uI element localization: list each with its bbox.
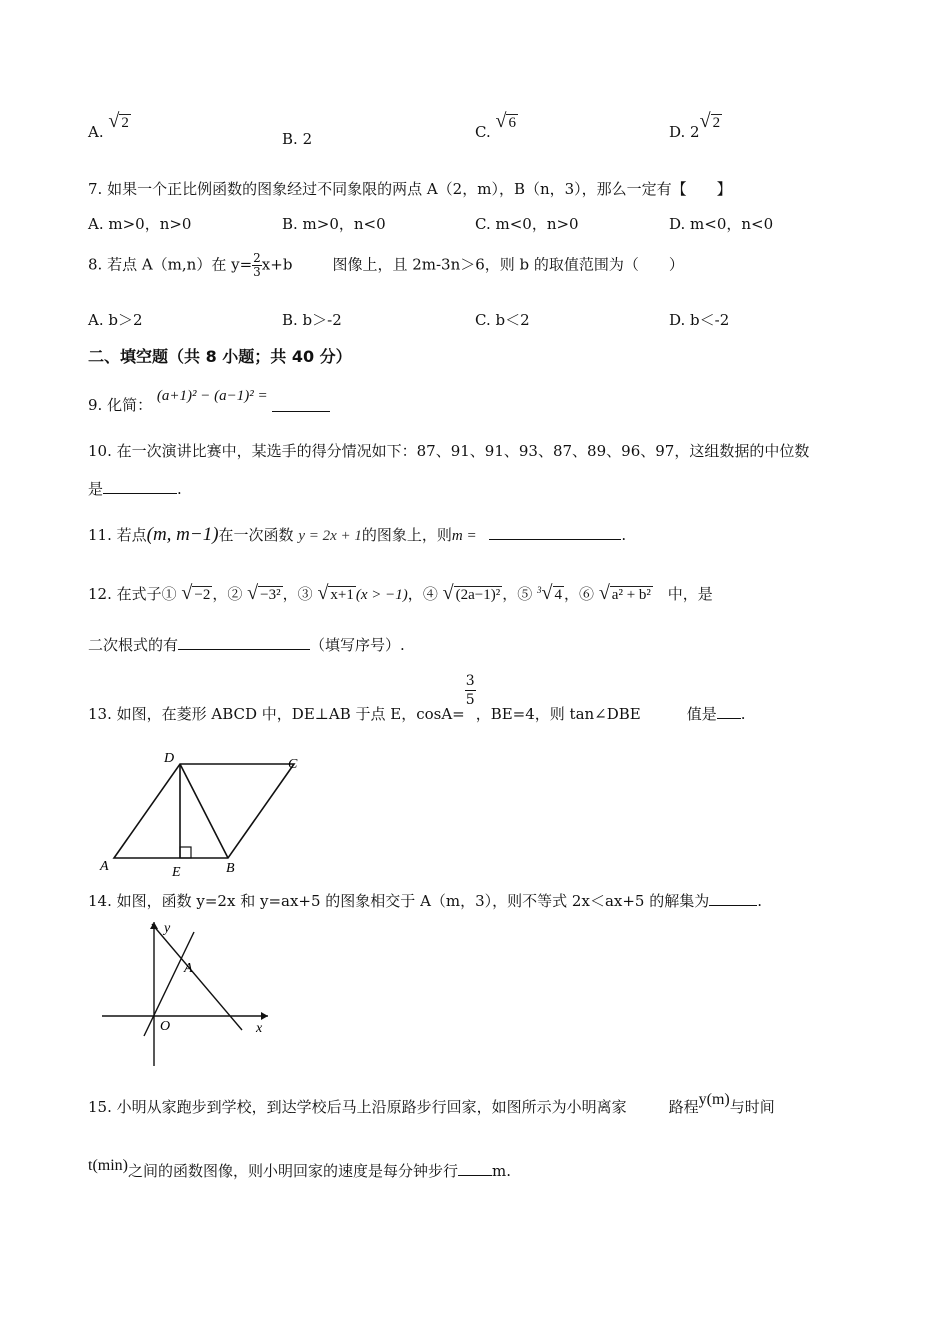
item-mark: ⑥ bbox=[579, 585, 595, 603]
q8-suffix: 图像上，且 2m-3n＞6，则 b 的取值范围为（ ） bbox=[332, 255, 684, 274]
option-value: 2 bbox=[302, 130, 313, 148]
q10-suffix: . bbox=[177, 480, 182, 498]
numerator: 3 bbox=[465, 673, 475, 689]
q15-line2-text: 之间的函数图像，则小明回家的速度是每分钟步行 bbox=[128, 1162, 459, 1180]
denominator: 5 bbox=[465, 692, 475, 708]
radicand: 2 bbox=[712, 115, 721, 131]
item-mark: ④ bbox=[422, 585, 438, 603]
q14-stem bbox=[88, 890, 762, 911]
t-unit: t(min) bbox=[88, 1157, 128, 1174]
q6-option-b bbox=[282, 130, 312, 148]
q11-mid2: 的图象上，则 bbox=[361, 526, 452, 544]
q11-suffix: . bbox=[621, 526, 627, 544]
q11-prefix: 11. 若点 bbox=[88, 526, 147, 544]
q9-stem bbox=[88, 384, 330, 414]
label-origin: O bbox=[160, 1019, 171, 1034]
label-x: x bbox=[256, 1021, 263, 1036]
numerator: 2 bbox=[253, 251, 261, 265]
item-mark: ③ bbox=[297, 585, 313, 603]
q15-line2 bbox=[88, 1157, 512, 1181]
q8-prefix: 8. 若点 A（m,n）在 y= bbox=[88, 255, 253, 274]
q12-line2-prefix: 二次根式的有 bbox=[88, 636, 179, 654]
fraction bbox=[465, 672, 476, 709]
function-graph bbox=[98, 918, 278, 1068]
q13-mid: ，BE=4，则 tan∠DBE bbox=[475, 704, 641, 723]
q7-stem: 7. 如果一个正比例函数的图象经过不同象限的两点 A（2，m），B（n，3），那么一定有【 】 bbox=[88, 180, 732, 198]
segment-db bbox=[180, 764, 228, 858]
label-a: A bbox=[184, 961, 193, 976]
sqrt-expression: √ (2a−1)² bbox=[442, 582, 501, 604]
item-mark: ⑤ bbox=[517, 585, 533, 603]
q11-mid: 在一次函数 bbox=[218, 526, 294, 544]
q7-option-d: D. m<0，n<0 bbox=[669, 215, 774, 233]
cube-root-expression: $^3$√ 4 bbox=[537, 582, 562, 604]
label-d: D bbox=[164, 751, 175, 766]
label-b: B bbox=[226, 861, 235, 876]
sqrt-expression: √ −2 bbox=[181, 582, 211, 604]
radicand: x+1 bbox=[330, 587, 354, 603]
q12-suffix: 中，是 bbox=[667, 585, 713, 603]
radicand: −3² bbox=[260, 587, 281, 603]
sqrt-expression: √ x+1 bbox=[317, 582, 354, 604]
fraction bbox=[252, 252, 262, 279]
right-angle-mark bbox=[180, 847, 191, 858]
root-index: 3 bbox=[537, 585, 542, 595]
radicand: 4 bbox=[554, 587, 562, 603]
answer-blank[interactable] bbox=[272, 411, 330, 412]
answer-blank[interactable] bbox=[103, 493, 177, 494]
q7-option-a: A. m>0，n>0 bbox=[88, 215, 192, 233]
q8-mid: x+b bbox=[261, 255, 293, 274]
q8-option-c: C. b＜2 bbox=[475, 311, 530, 329]
sqrt-expression: √ 2 bbox=[108, 110, 129, 132]
q10-prefix: 是 bbox=[88, 480, 104, 498]
q8-option-a: A. b＞2 bbox=[88, 311, 143, 329]
q9-label: 9. 化简： bbox=[88, 396, 153, 414]
q8-stem bbox=[88, 252, 684, 279]
radicand: a² + b² bbox=[611, 587, 651, 603]
q15-line1 bbox=[88, 1088, 775, 1116]
q12-stem: 12. 在式子① √ −2 ，② √ −3² ，③ √ x+1 (x > −1)，④ √ (2a−1)² ，⑤ $^3$√ 4 ，⑥ √ a² + b² 中，是 bbox=[88, 582, 713, 604]
q13-stem bbox=[88, 672, 746, 723]
denominator: 3 bbox=[253, 265, 261, 279]
q13-end: . bbox=[740, 704, 746, 723]
label-e: E bbox=[172, 865, 181, 878]
q11-var: m = bbox=[451, 528, 477, 544]
sqrt-expression: √ 2 bbox=[699, 110, 721, 132]
q12-line2 bbox=[88, 634, 405, 655]
rhombus-figure bbox=[98, 746, 318, 878]
sqrt-expression: √ −3² bbox=[247, 582, 281, 604]
radicand: 2 bbox=[121, 115, 129, 131]
radicand: 6 bbox=[508, 115, 516, 131]
q15-suffix: 与时间 bbox=[729, 1098, 775, 1116]
q14-text: 14. 如图，函数 y=2x 和 y=ax+5 的图象相交于 A（m，3），则不等式 2x＜ax+5 的解集为 bbox=[88, 892, 710, 910]
q11-point: (m, m−1) bbox=[146, 524, 219, 545]
y-unit: y(m) bbox=[698, 1091, 730, 1108]
q13-suffix: 值是 bbox=[686, 704, 717, 723]
q6-option-c bbox=[475, 110, 518, 143]
q6-option-a bbox=[88, 110, 131, 143]
answer-blank[interactable] bbox=[717, 718, 741, 719]
answer-blank[interactable] bbox=[489, 539, 621, 540]
option-label: A. bbox=[88, 123, 104, 141]
q13-prefix: 13. 如图，在菱形 ABCD 中，DE⊥AB 于点 E，cosA= bbox=[88, 704, 465, 723]
answer-blank[interactable] bbox=[458, 1175, 492, 1176]
item-mark: ② bbox=[227, 585, 243, 603]
q7-option-b: B. m>0，n<0 bbox=[282, 215, 386, 233]
condition: (x > −1) bbox=[355, 587, 408, 603]
answer-blank[interactable] bbox=[709, 905, 757, 906]
radicand: (2a−1)² bbox=[455, 587, 501, 603]
option-label: C. bbox=[475, 123, 491, 141]
line-y-ax-plus-5 bbox=[152, 924, 242, 1030]
q15-mid: 路程 bbox=[668, 1098, 699, 1116]
q15-prefix: 15. 小明从家跑步到学校，到达学校后马上沿原路步行回家，如图所示为小明离家 bbox=[88, 1098, 627, 1116]
coefficient: 2 bbox=[690, 123, 700, 141]
sqrt-expression: √ a² + b² bbox=[598, 582, 651, 604]
radicand: −2 bbox=[194, 587, 211, 603]
q11-stem bbox=[88, 524, 626, 546]
q12-prefix: 12. 在式子① bbox=[88, 585, 177, 603]
label-a: A bbox=[100, 859, 109, 874]
q8-option-b: B. b＞-2 bbox=[282, 311, 342, 329]
q6-option-d bbox=[669, 110, 722, 143]
q12-line2-suffix: （填写序号）. bbox=[310, 636, 405, 654]
sqrt-expression: √ 6 bbox=[495, 110, 516, 132]
x-axis-arrow bbox=[261, 1012, 268, 1020]
section-heading: 二、填空题（共 8 小题；共 40 分） bbox=[88, 347, 352, 366]
q7-option-c: C. m<0，n>0 bbox=[475, 215, 579, 233]
label-c: C bbox=[288, 757, 298, 772]
answer-blank[interactable] bbox=[178, 649, 310, 650]
label-y: y bbox=[164, 921, 171, 936]
q10-line1: 10. 在一次演讲比赛中，某选手的得分情况如下：87、91、91、93、87、89、96、97，这组数据的中位数 bbox=[88, 442, 810, 460]
q14-end: . bbox=[757, 892, 763, 910]
option-label: B. bbox=[282, 130, 298, 148]
q9-expression: (a+1)² − (a−1)² = bbox=[156, 388, 268, 404]
q11-function: y = 2x + 1 bbox=[298, 528, 362, 544]
option-label: D. bbox=[669, 123, 686, 141]
q8-option-d: D. b＜-2 bbox=[669, 311, 730, 329]
q15-end: m. bbox=[492, 1162, 512, 1180]
q10-line2 bbox=[88, 478, 182, 499]
